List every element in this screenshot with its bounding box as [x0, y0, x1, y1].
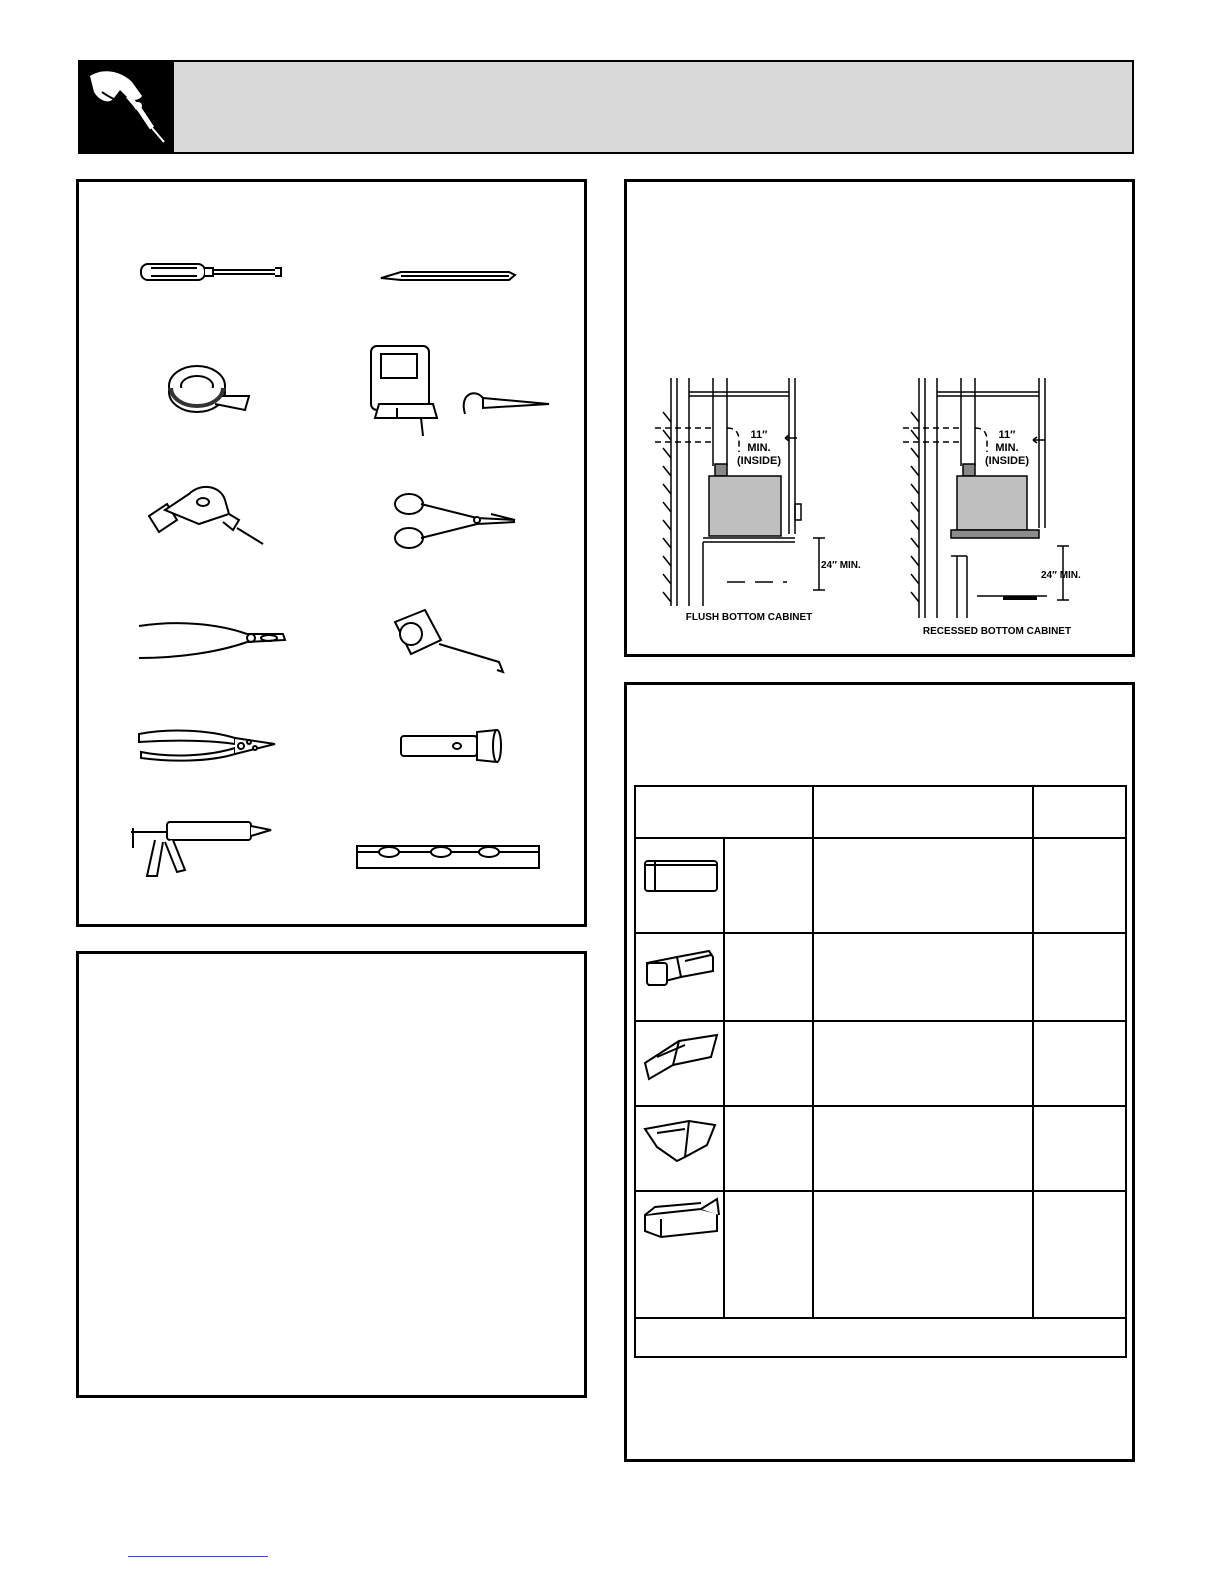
keyhole-saw-icon	[464, 393, 549, 414]
recessed-min-depth-label: 11″	[998, 429, 1016, 441]
recessed-inside-label: (INSIDE)	[985, 455, 1029, 467]
flush-min-height-label: 24″ MIN.	[821, 560, 861, 571]
tape-measure-icon	[395, 610, 503, 672]
recessed-bottom-cabinet-diagram	[903, 378, 1069, 618]
ninety-degree-elbow-icon	[645, 1121, 715, 1161]
recessed-min-word: MIN.	[995, 442, 1019, 454]
level-icon	[357, 846, 539, 868]
rectangular-to-round-transition-icon	[647, 951, 713, 985]
caulking-gun-icon	[131, 822, 271, 876]
flush-inside-label: (INSIDE)	[737, 455, 781, 467]
hand-screwdriver-icon	[80, 62, 174, 152]
tin-snips-icon	[395, 494, 515, 548]
footer-link-underline[interactable]	[128, 1556, 268, 1557]
flush-bottom-cabinet-caption: FLUSH BOTTOM CABINET	[685, 612, 813, 623]
pencil-icon	[381, 272, 515, 280]
wall-cap-icon	[645, 1199, 719, 1237]
recessed-bottom-cabinet-caption: RECESSED BOTTOM CABINET	[922, 626, 1072, 637]
flush-bottom-cabinet-diagram	[655, 378, 825, 606]
straight-duct-icon	[645, 861, 717, 891]
instructions-panel	[76, 951, 587, 1398]
cabinet-clearance-panel	[624, 179, 1135, 657]
duct-fittings-panel	[624, 682, 1135, 1462]
tools-needed-panel	[76, 179, 587, 927]
wire-stripper-icon	[139, 731, 275, 761]
flashlight-icon	[401, 730, 501, 762]
screwdriver-icon	[141, 264, 281, 280]
duct-tape-icon	[169, 366, 249, 412]
flush-min-word: MIN.	[747, 442, 771, 454]
electric-drill-icon	[149, 487, 263, 544]
saber-saw-icon	[371, 346, 437, 436]
recessed-min-height-label: 24″ MIN.	[1041, 570, 1081, 581]
flush-min-depth-label: 11″	[750, 429, 768, 441]
pliers-icon	[139, 623, 285, 658]
page-header	[78, 60, 1134, 154]
angled-elbow-icon	[645, 1035, 717, 1079]
